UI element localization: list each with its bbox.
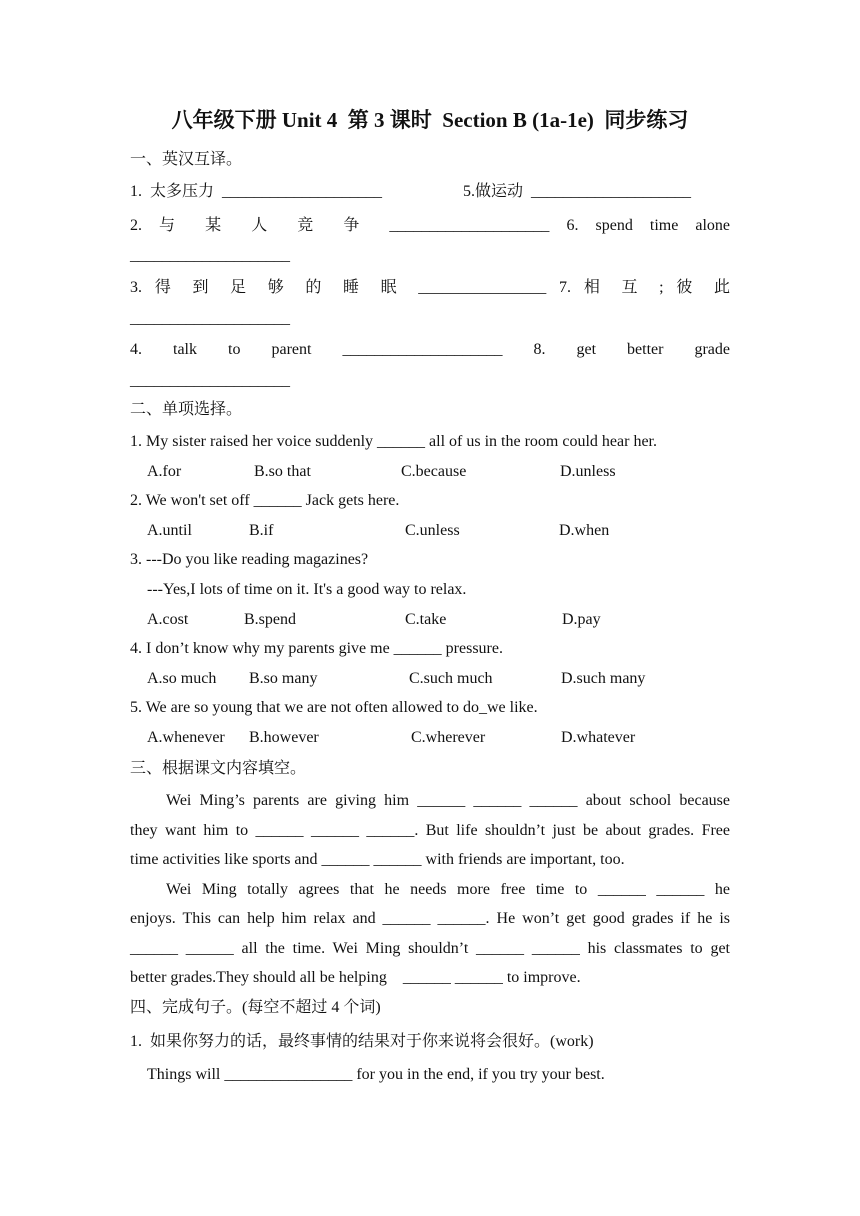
paragraph-2-line-2: enjoys. This can help him relax and ______ ______. He won’t get good grades if he is	[130, 910, 730, 927]
option-c: C.take	[405, 611, 447, 628]
option-a: A.for	[147, 463, 182, 480]
item-2-6: 2. 与 某 人 竞 争 ____________________ 6. spend time alone	[130, 217, 730, 234]
option-a: A.so much	[147, 670, 217, 687]
translation-question-1: 1. 如果你努力的话，最终事情的结果对于你来说将会很好。(work)	[130, 1033, 594, 1050]
option-b: B.so that	[254, 463, 311, 480]
translation-answer-1: Things will ________________ for you in the end, if you try your best.	[147, 1066, 605, 1083]
item-6-blank: ____________________	[130, 247, 290, 264]
option-a: A.until	[147, 522, 192, 539]
option-d: D.unless	[560, 463, 616, 480]
section-2-heading: 二、单项选择。	[130, 401, 243, 418]
option-b: B.however	[249, 729, 319, 746]
paragraph-2-line-3: ______ ______ all the time. Wei Ming shouldn’t ______ ______ his classmates to get	[130, 940, 730, 957]
option-d: D.such many	[561, 670, 646, 687]
item-8-blank: ____________________	[130, 372, 290, 389]
item-7-blank: ____________________	[130, 310, 290, 327]
option-c: C.such much	[409, 670, 493, 687]
paragraph-1-line-1: Wei Ming’s parents are giving him ______ ______ ______ about school because	[166, 792, 730, 809]
page-title: 八年级下册 Unit 4 第 3 课时 Section B (1a-1e) 同步练习	[171, 108, 689, 132]
question-3: 3. ---Do you like reading magazines?	[130, 551, 369, 568]
option-d: D.pay	[562, 611, 601, 628]
question-2: 2. We won't set off ______ Jack gets here.	[130, 492, 400, 509]
question-1: 1. My sister raised her voice suddenly ______ all of us in the room could hear her.	[130, 433, 657, 450]
paragraph-1-line-2: they want him to ______ ______ ______. But life shouldn’t just be about grades. Free	[130, 822, 730, 839]
question-3-response: ---Yes,I lots of time on it. It's a good way to relax.	[147, 581, 467, 598]
section-4-heading: 四、完成句子。(每空不超过 4 个词)	[130, 999, 381, 1016]
paragraph-1-line-3: time activities like sports and ______ ______ with friends are important, too.	[130, 851, 625, 868]
paragraph-2-line-1: Wei Ming totally agrees that he needs more free time to ______ ______ he	[166, 881, 730, 898]
section-1-heading: 一、英汉互译。	[130, 151, 243, 168]
option-d: D.whatever	[561, 729, 636, 746]
section-3-heading: 三、根据课文内容填空。	[130, 760, 307, 777]
question-4: 4. I don’t know why my parents give me ______ pressure.	[130, 640, 503, 657]
option-a: A.cost	[147, 611, 189, 628]
option-b: B.if	[249, 522, 274, 539]
question-5: 5. We are so young that we are not often allowed to do_we like.	[130, 699, 538, 716]
item-1: 1. 太多压力 ____________________	[130, 183, 383, 200]
option-b: B.so many	[249, 670, 318, 687]
option-d: D.when	[559, 522, 610, 539]
paragraph-2-line-4: better grades.They should all be helping ______ ______ to improve.	[130, 969, 581, 986]
option-c: C.wherever	[411, 729, 486, 746]
option-c: C.unless	[405, 522, 460, 539]
item-4-8: 4. talk to parent ____________________ 8. get better grade	[130, 341, 730, 358]
option-c: C.because	[401, 463, 467, 480]
item-3-7: 3. 得 到 足 够 的 睡 眠 ________________ 7. 相 互 ; 彼 此	[130, 279, 730, 296]
option-b: B.spend	[244, 611, 296, 628]
option-a: A.whenever	[147, 729, 225, 746]
item-5: 5.做运动 ____________________	[463, 183, 692, 200]
